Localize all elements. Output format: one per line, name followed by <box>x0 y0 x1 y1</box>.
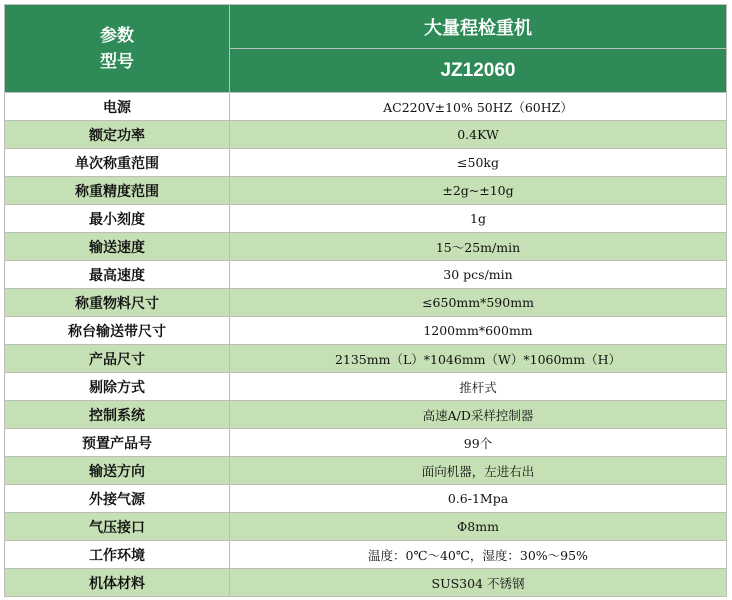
spec-value: Φ8mm <box>230 513 727 541</box>
product-name-header: 大量程检重机 <box>230 5 727 49</box>
spec-label: 称台输送带尺寸 <box>5 317 230 345</box>
table-row <box>5 177 727 205</box>
table-row <box>5 317 727 345</box>
table-row <box>5 429 727 457</box>
table-row <box>5 401 727 429</box>
spec-value: 面向机器，左进右出 <box>230 457 727 485</box>
spec-value: 温度：0℃～40℃，湿度：30%～95% <box>230 541 727 569</box>
table-row <box>5 233 727 261</box>
spec-value: 1200mm*600mm <box>230 317 727 345</box>
table-row <box>5 261 727 289</box>
spec-table <box>4 4 727 597</box>
spec-label: 输送方向 <box>5 457 230 485</box>
spec-label: 输送速度 <box>5 233 230 261</box>
spec-label: 剔除方式 <box>5 373 230 401</box>
spec-value: ≤50kg <box>230 149 727 177</box>
table-row <box>5 345 727 373</box>
spec-label: 外接气源 <box>5 485 230 513</box>
table-row <box>5 513 727 541</box>
spec-value: ±2g~±10g <box>230 177 727 205</box>
spec-value: 0.6-1Mpa <box>230 485 727 513</box>
corner-header <box>5 5 230 93</box>
spec-value: 99个 <box>230 429 727 457</box>
spec-label: 称重物料尺寸 <box>5 289 230 317</box>
spec-label: 最高速度 <box>5 261 230 289</box>
spec-label: 称重精度范围 <box>5 177 230 205</box>
corner-label-model: 型号 <box>100 51 134 72</box>
spec-label: 最小刻度 <box>5 205 230 233</box>
spec-value: ≤650mm*590mm <box>230 289 727 317</box>
spec-label: 电源 <box>5 93 230 121</box>
table-row <box>5 457 727 485</box>
spec-rows <box>5 93 727 597</box>
spec-value: 推杆式 <box>230 373 727 401</box>
spec-value: 2135mm（L）*1046mm（W）*1060mm（H） <box>230 345 727 373</box>
table-row <box>5 149 727 177</box>
spec-value: 30 pcs/min <box>230 261 727 289</box>
spec-value: 0.4KW <box>230 121 727 149</box>
spec-value: 1g <box>230 205 727 233</box>
spec-label: 控制系统 <box>5 401 230 429</box>
table-row <box>5 569 727 597</box>
table-row <box>5 373 727 401</box>
table-row <box>5 205 727 233</box>
spec-label: 工作环境 <box>5 541 230 569</box>
model-code-header: JZ12060 <box>230 49 727 93</box>
spec-value: 高速A/D采样控制器 <box>230 401 727 429</box>
table-row <box>5 289 727 317</box>
spec-value: AC220V±10% 50HZ（60HZ） <box>230 93 727 121</box>
spec-label: 单次称重范围 <box>5 149 230 177</box>
table-row <box>5 93 727 121</box>
table-row <box>5 485 727 513</box>
table-row <box>5 121 727 149</box>
corner-label-params: 参数 <box>100 25 134 46</box>
table-row <box>5 541 727 569</box>
spec-label: 产品尺寸 <box>5 345 230 373</box>
spec-label: 气压接口 <box>5 513 230 541</box>
spec-value: 15～25m/min <box>230 233 727 261</box>
spec-label: 额定功率 <box>5 121 230 149</box>
spec-value: SUS304 不锈钢 <box>230 569 727 597</box>
spec-label: 机体材料 <box>5 569 230 597</box>
spec-label: 预置产品号 <box>5 429 230 457</box>
